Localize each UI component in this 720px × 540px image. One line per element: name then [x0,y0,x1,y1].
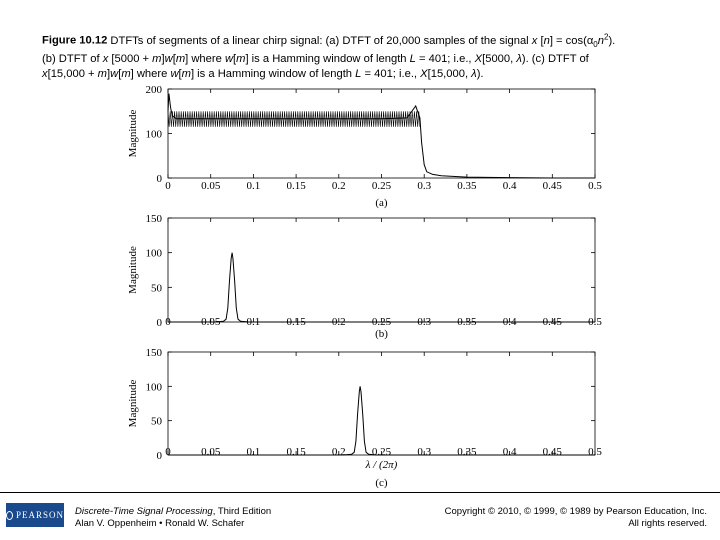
caption-part: λ [516,52,522,65]
x-tick-label: 0.35 [457,316,477,328]
caption-part: ). [608,34,616,47]
y-tick-label: 0 [156,173,162,185]
caption-part: = 401; i.e., [361,67,421,80]
x-tick-label: 0.25 [371,446,392,458]
caption-part: m [181,67,191,80]
x-tick-label: 0.3 [417,180,432,192]
caption-part: [15,000, [427,67,472,80]
x-tick-label: 0.25 [371,180,392,192]
x-tick-label: 0.35 [457,446,477,458]
x-tick-label: 0.3 [417,316,432,328]
pearson-logo-mark-icon [6,511,13,520]
book-title: Discrete-Time Signal Processing [75,506,213,517]
book-authors: Alan V. Oppenheim • Ronald W. Schafer [75,518,245,529]
x-tick-label: 0.05 [201,446,221,458]
caption-part: [ [118,67,122,80]
caption-part: [5000 + [108,52,153,65]
pearson-logo: PEARSON [6,503,64,527]
x-tick-label: 0.05 [201,316,221,328]
caption-part: m [152,52,162,65]
series-line [168,386,595,455]
plot-frame [168,89,595,178]
caption-part: m [121,67,131,80]
x-tick-label: 0.4 [502,316,517,328]
x-tick-label: 0 [165,446,171,458]
panel-label: (a) [375,197,388,209]
caption-part: ] where [185,52,225,65]
caption-part: ). (c) DTFT of [521,52,589,65]
x-tick-label: 0.2 [331,316,346,328]
x-tick-label: 0.2 [331,180,346,192]
caption-part: x [102,52,109,65]
caption-part: ] = cos(α [549,34,594,47]
y-tick-label: 100 [145,381,162,394]
x-tick-label: 0.1 [246,180,261,192]
y-tick-label: 100 [145,247,162,260]
y-axis-label: Magnitude [127,246,139,294]
caption-part: 2 [603,32,609,41]
x-tick-label: 0.5 [588,316,602,328]
caption-part: [ [172,52,176,65]
caption-part: w [110,67,119,80]
y-tick-label: 150 [145,213,162,225]
x-tick-label: 0.25 [371,316,392,328]
x-tick-label: 0.4 [502,180,517,192]
caption-part: L [409,52,416,65]
caption-part: ] where [130,67,171,80]
x-tick-label: 0.2 [331,446,346,458]
x-tick-label: 0.05 [201,180,221,192]
footer-copyright [445,506,707,530]
caption-part: [15,000 + [47,67,98,80]
y-tick-label: 200 [145,84,162,96]
plot-frame [168,218,595,322]
caption-part: ] [107,67,111,80]
caption-part: ] is a Hamming window of length [245,52,410,65]
footer-book-info [75,506,271,530]
caption-part: X [420,67,428,80]
x-tick-label: 0.1 [246,446,261,458]
figure-label: Figure 10.12 [42,34,108,47]
y-axis-label: Magnitude [127,379,139,428]
caption-part: x [531,34,538,47]
caption-part: ). [476,67,484,80]
caption-part: n [543,34,550,47]
caption-part: 0 [593,39,598,49]
caption-part: m [97,67,107,80]
caption-part: m [175,52,186,65]
series-line [168,253,595,322]
footer-divider [0,492,720,493]
caption-part: w [164,52,173,65]
caption-part: [ [537,34,544,47]
y-tick-label: 150 [145,347,162,359]
caption-part: [5000, [482,52,517,65]
caption-part: (b) DTFT of [42,52,103,65]
caption-part: L [355,67,362,80]
panel-label: (c) [375,477,388,489]
x-tick-label: 0.5 [588,180,602,192]
plot-frame [168,352,595,455]
y-tick-label: 0 [156,317,162,329]
x-axis-label: λ / (2π) [365,459,398,471]
caption-part: w [224,52,234,65]
series-line [168,94,595,179]
x-tick-label: 0.15 [286,446,306,458]
x-tick-label: 0.45 [542,316,562,328]
caption-part: X [474,52,483,65]
y-tick-label: 50 [151,415,162,428]
y-tick-label: 50 [151,282,162,295]
x-tick-label: 0.35 [457,180,477,192]
copyright-text: Copyright © 2010, © 1999, © 1989 by Pearson Education, Inc. [444,506,707,517]
caption-part: λ [471,67,477,80]
caption-part: ] [161,52,165,65]
x-tick-label: 0.5 [588,446,602,458]
x-tick-label: 0 [165,316,171,328]
y-tick-label: 100 [145,128,162,141]
caption-part: m [236,52,246,65]
x-tick-label: 0.45 [542,180,562,192]
y-tick-label: 0 [156,450,162,462]
x-tick-label: 0.4 [502,446,517,458]
x-tick-label: 0.1 [246,316,261,328]
x-tick-label: 0.45 [542,446,562,458]
x-tick-label: 0.15 [286,316,306,328]
book-edition: , Third Edition [212,506,272,517]
x-tick-label: 0.15 [286,180,306,192]
caption-part: n [597,34,604,47]
y-axis-label: Magnitude [127,109,139,158]
caption-part: ] is a Hamming window of length [190,67,356,80]
caption-part: x [42,67,48,80]
caption-part: [ [178,67,182,80]
caption-part: = 401; i.e., [415,52,475,65]
caption-part: w [170,67,179,80]
panel-label: (b) [375,328,388,340]
x-tick-label: 0 [165,180,171,192]
rights-text: All rights reserved. [628,518,707,529]
caption-part: [ [233,52,237,65]
caption-part: DTFTs of segments of a linear chirp signal: (a) DTFT of 20,000 samples of the signal [107,34,532,47]
x-tick-label: 0.3 [417,446,432,458]
